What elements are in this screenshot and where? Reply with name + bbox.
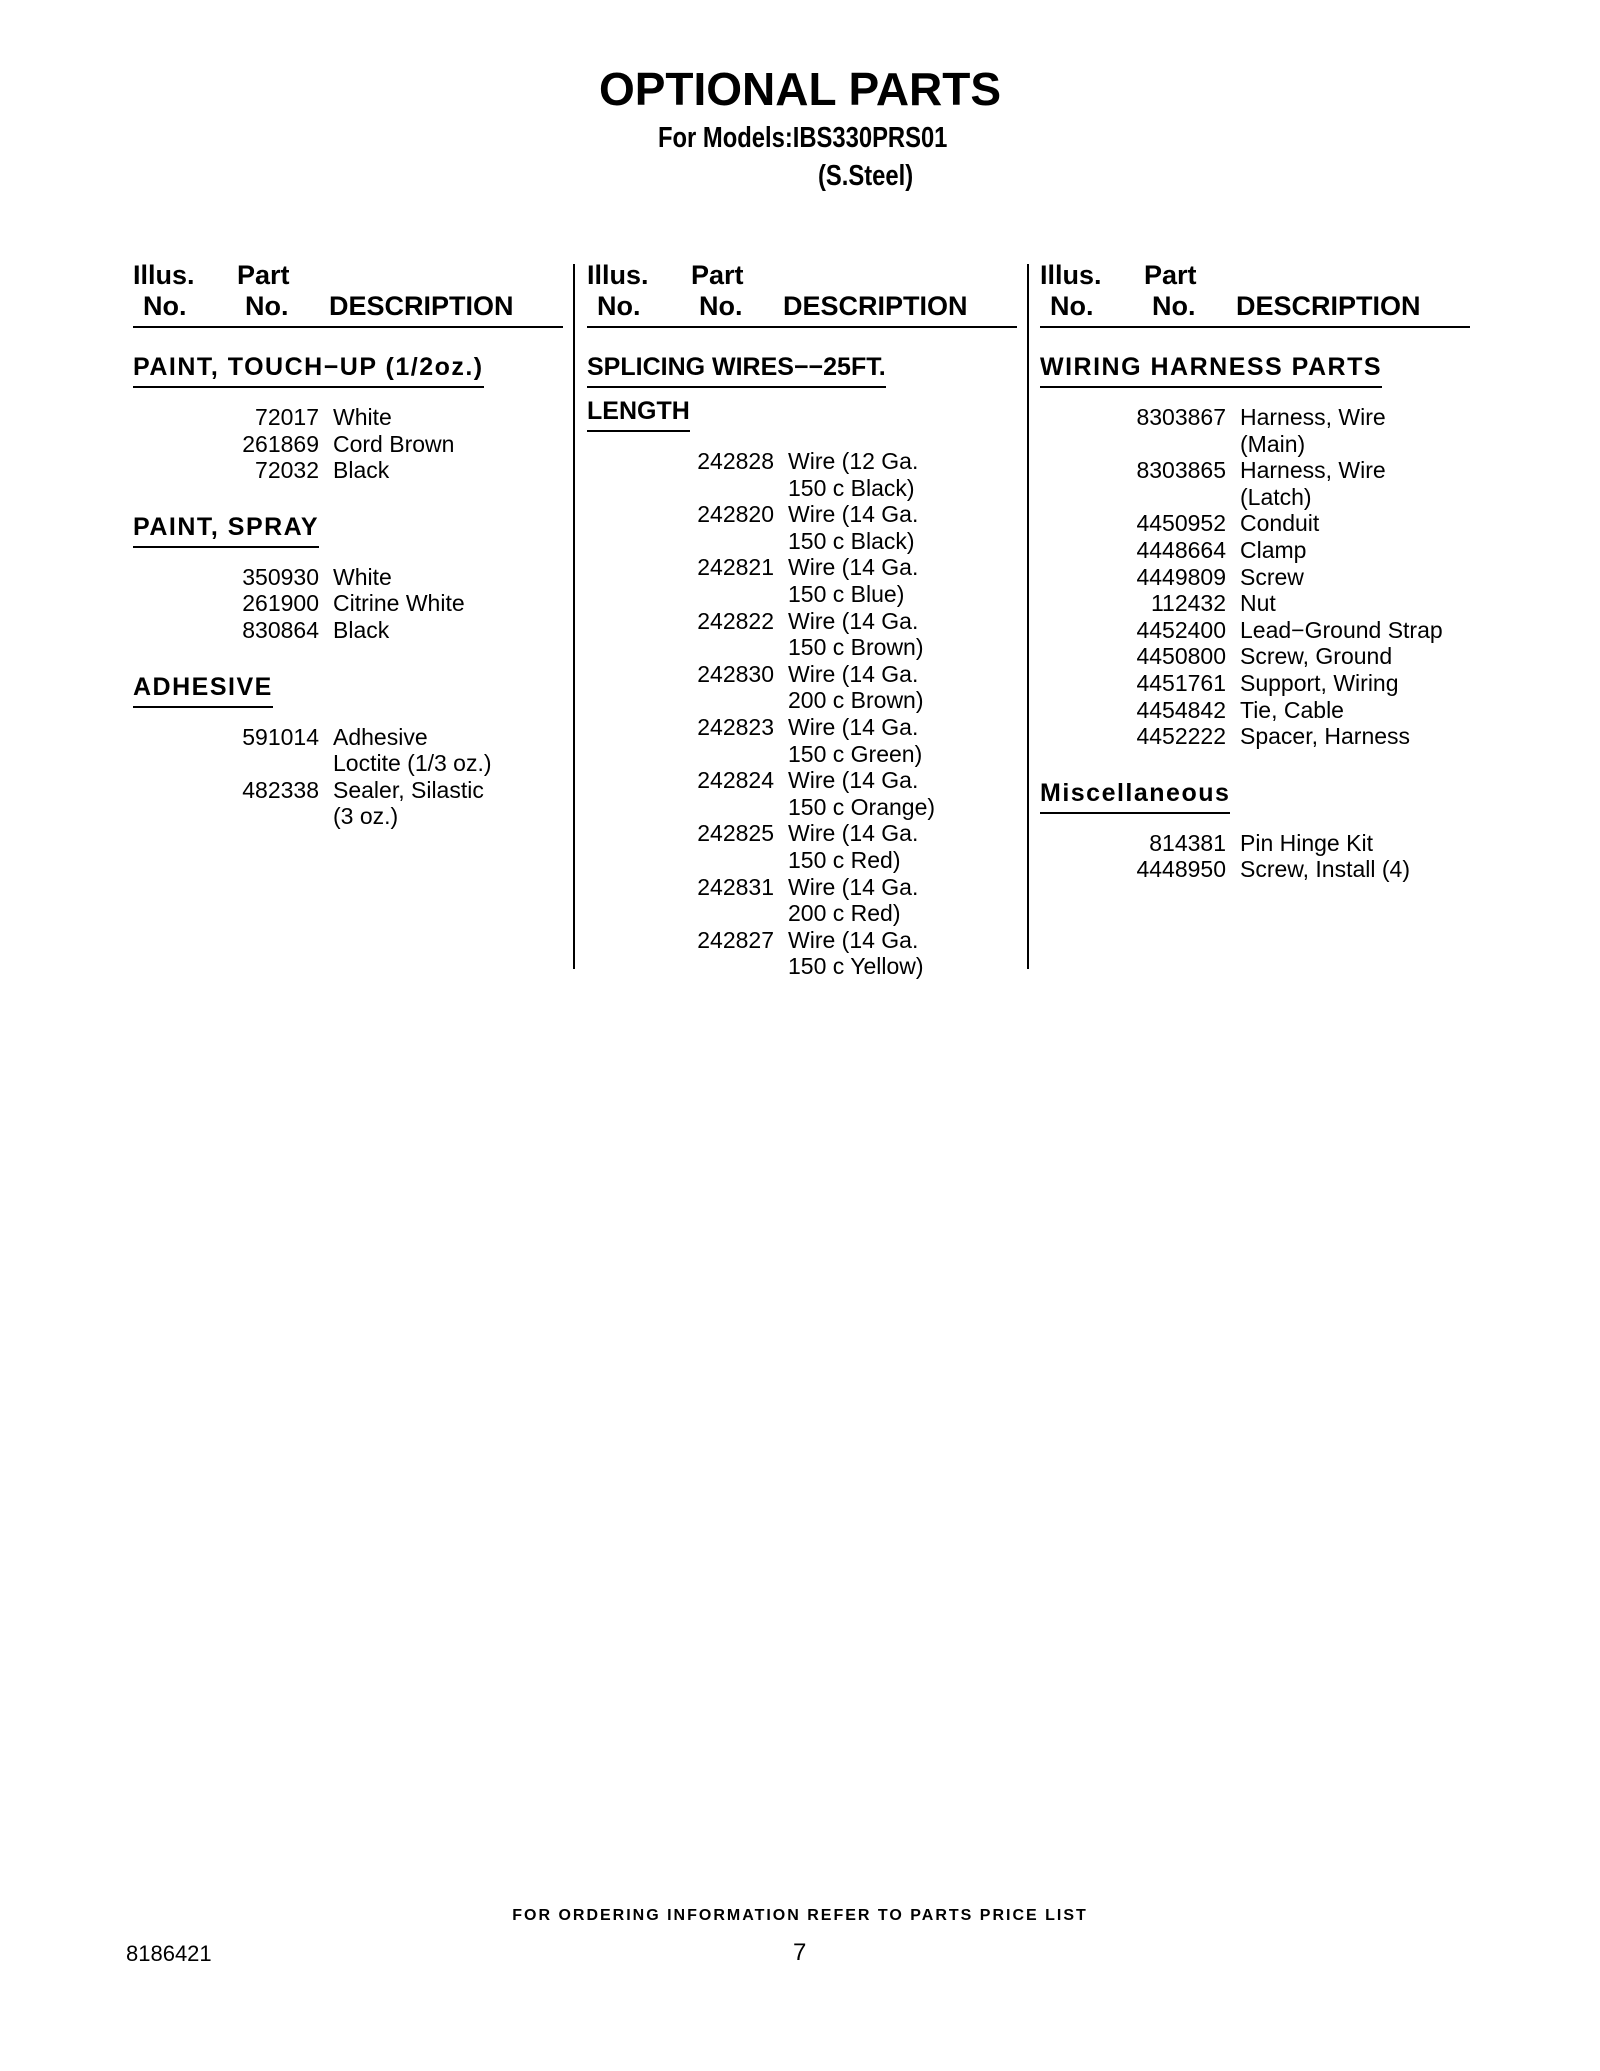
- part-row: [242, 776, 563, 830]
- part-number: 261900: [242, 590, 319, 617]
- header-illus-no: No.: [597, 291, 641, 321]
- header-part-no: No.: [1152, 291, 1196, 321]
- part-number: 4449809: [1136, 563, 1226, 590]
- part-row: [1136, 669, 1470, 697]
- part-number: 8303867: [1136, 404, 1226, 430]
- header-description: DESCRIPTION: [783, 291, 968, 321]
- part-description: Black: [333, 616, 390, 643]
- part-description: Wire (14 Ga. 150 c Black): [788, 501, 919, 554]
- part-row: [697, 660, 1017, 714]
- header-part: Part: [237, 260, 290, 290]
- part-number: 482338: [242, 776, 319, 803]
- header-rule: [1040, 326, 1470, 328]
- part-row: [1136, 723, 1470, 750]
- part-description: Conduit: [1240, 510, 1320, 537]
- models-line: For Models:IBS330PRS01: [658, 122, 948, 154]
- parts-column-1: [133, 260, 563, 830]
- section-title: SPLICING WIRES−−25FT.: [587, 350, 886, 388]
- part-description: Spacer, Harness: [1240, 723, 1411, 750]
- part-row: [255, 404, 563, 431]
- part-number: 4450800: [1136, 643, 1226, 670]
- part-row: [697, 873, 1017, 927]
- section-list: [133, 350, 563, 830]
- part-description: Tie, Cable: [1240, 696, 1344, 723]
- parts-section: [587, 350, 1017, 980]
- part-number: 72017: [255, 404, 319, 430]
- part-description: Wire (14 Ga. 200 c Brown): [788, 660, 924, 714]
- section-list: [587, 350, 1017, 980]
- part-description: Screw, Install (4): [1240, 856, 1410, 883]
- part-description: Adhesive Loctite (1/3 oz.): [333, 723, 492, 777]
- parts-list: [242, 563, 563, 644]
- part-row: [1136, 643, 1470, 670]
- part-number: 112432: [1150, 590, 1226, 617]
- part-description: Wire (14 Ga. 150 c Yellow): [788, 926, 924, 980]
- finish-line: (S.Steel): [818, 160, 914, 192]
- part-description: Pin Hinge Kit: [1240, 829, 1373, 856]
- parts-list: [697, 448, 1017, 980]
- part-row: [1136, 457, 1470, 510]
- part-row: [697, 607, 1017, 661]
- part-description: Support, Wiring: [1240, 669, 1399, 696]
- column-header: [587, 260, 1017, 326]
- header-part: Part: [691, 260, 744, 290]
- header-part-no: No.: [245, 291, 289, 321]
- header-description: DESCRIPTION: [329, 291, 514, 321]
- parts-column-3: [1040, 260, 1470, 883]
- header-rule: [133, 326, 563, 328]
- part-description: Harness, Wire (Main): [1240, 404, 1386, 457]
- part-number: 350930: [242, 563, 319, 590]
- part-description: Wire (12 Ga. 150 c Black): [788, 448, 919, 501]
- column-header: [133, 260, 563, 326]
- part-number: 242825: [697, 820, 774, 847]
- part-description: Black: [333, 457, 390, 484]
- part-number: 830864: [242, 616, 319, 643]
- part-row: [1136, 616, 1470, 644]
- header-rule: [587, 326, 1017, 328]
- part-description: Wire (14 Ga. 150 c Green): [788, 713, 923, 767]
- column-divider: [573, 264, 575, 969]
- part-description: Citrine White: [333, 590, 465, 617]
- part-row: [1136, 536, 1470, 564]
- part-description: Clamp: [1240, 536, 1307, 563]
- section-title: ADHESIVE: [133, 670, 273, 708]
- header-part-no: No.: [699, 291, 743, 321]
- part-number: 4448950: [1136, 856, 1226, 883]
- section-title: PAINT, TOUCH−UP (1/2oz.): [133, 350, 484, 388]
- part-number: 242824: [697, 767, 774, 794]
- part-description: White: [333, 404, 392, 430]
- part-description: Screw: [1240, 563, 1304, 590]
- part-number: 242821: [697, 554, 774, 581]
- document-number: 8186421: [126, 1941, 212, 1966]
- part-row: [242, 430, 563, 458]
- part-row: [1150, 590, 1470, 617]
- section-title: PAINT, SPRAY: [133, 510, 319, 548]
- header-illus: Illus.: [587, 260, 649, 290]
- part-description: Nut: [1240, 590, 1276, 617]
- section-title: Miscellaneous: [1040, 776, 1230, 814]
- part-row: [1136, 510, 1470, 537]
- part-number: 242820: [697, 501, 774, 528]
- part-description: Wire (14 Ga. 150 c Red): [788, 820, 919, 873]
- part-number: 4450952: [1136, 510, 1226, 537]
- part-number: 242823: [697, 713, 774, 740]
- parts-list: [1136, 829, 1470, 883]
- parts-section: [133, 350, 563, 484]
- part-row: [697, 501, 1017, 554]
- part-row: [255, 457, 563, 484]
- part-row: [697, 767, 1017, 820]
- header-illus: Illus.: [133, 260, 195, 290]
- section-title: WIRING HARNESS PARTS: [1040, 350, 1382, 388]
- header-illus-no: No.: [1050, 291, 1094, 321]
- part-row: [1149, 829, 1470, 857]
- part-row: [242, 563, 563, 591]
- part-number: 4454842: [1136, 696, 1226, 723]
- part-row: [697, 926, 1017, 980]
- part-number: 4452222: [1136, 723, 1226, 750]
- parts-section: [1040, 776, 1470, 883]
- column-divider: [1027, 264, 1029, 969]
- part-row: [1136, 696, 1470, 724]
- parts-column-2: [587, 260, 1017, 980]
- part-description: Harness, Wire (Latch): [1240, 457, 1386, 510]
- page-title: OPTIONAL PARTS: [598, 63, 1002, 115]
- part-number: 8303865: [1136, 457, 1226, 484]
- part-row: [697, 448, 1017, 501]
- part-description: Screw, Ground: [1240, 643, 1393, 670]
- header-illus-no: No.: [143, 291, 187, 321]
- part-row: [1136, 563, 1470, 591]
- header-description: DESCRIPTION: [1236, 291, 1421, 321]
- part-number: 4448664: [1136, 536, 1226, 563]
- page-number: 7: [793, 1939, 807, 1966]
- part-row: [242, 590, 563, 617]
- part-description: Wire (14 Ga. 150 c Orange): [788, 767, 936, 820]
- part-description: Wire (14 Ga. 150 c Brown): [788, 607, 924, 661]
- part-number: 4451761: [1136, 669, 1226, 696]
- parts-list: [242, 404, 563, 484]
- part-row: [697, 554, 1017, 607]
- part-number: 591014: [242, 723, 319, 750]
- part-number: 814381: [1149, 829, 1226, 856]
- part-number: 242822: [697, 607, 774, 634]
- section-title-continued: LENGTH: [587, 394, 690, 432]
- parts-section: [133, 670, 563, 830]
- part-row: [242, 723, 563, 777]
- part-number: 4452400: [1136, 616, 1226, 643]
- parts-list: [242, 723, 563, 830]
- part-description: Wire (14 Ga. 200 c Red): [788, 873, 919, 927]
- header-part: Part: [1144, 260, 1197, 290]
- part-description: White: [333, 563, 392, 590]
- part-number: 242830: [697, 660, 774, 687]
- column-header: [1040, 260, 1470, 326]
- part-number: 242828: [697, 448, 774, 474]
- parts-list: [1136, 404, 1470, 750]
- part-row: [697, 713, 1017, 767]
- part-row: [242, 616, 563, 644]
- parts-section: [1040, 350, 1470, 750]
- part-row: [1136, 404, 1470, 457]
- part-row: [697, 820, 1017, 873]
- header-illus: Illus.: [1040, 260, 1102, 290]
- part-description: Sealer, Silastic (3 oz.): [333, 776, 484, 830]
- section-list: [1040, 350, 1470, 883]
- part-description: Cord Brown: [333, 430, 455, 457]
- ordering-note: FOR ORDERING INFORMATION REFER TO PARTS PRICE LIST: [512, 1907, 1088, 1924]
- parts-section: [133, 510, 563, 644]
- part-description: Wire (14 Ga. 150 c Blue): [788, 554, 919, 607]
- part-number: 261869: [242, 430, 319, 457]
- part-number: 72032: [255, 457, 319, 484]
- part-description: Lead−Ground Strap: [1240, 616, 1443, 643]
- part-number: 242831: [697, 873, 774, 900]
- part-row: [1136, 856, 1470, 883]
- part-number: 242827: [697, 926, 774, 953]
